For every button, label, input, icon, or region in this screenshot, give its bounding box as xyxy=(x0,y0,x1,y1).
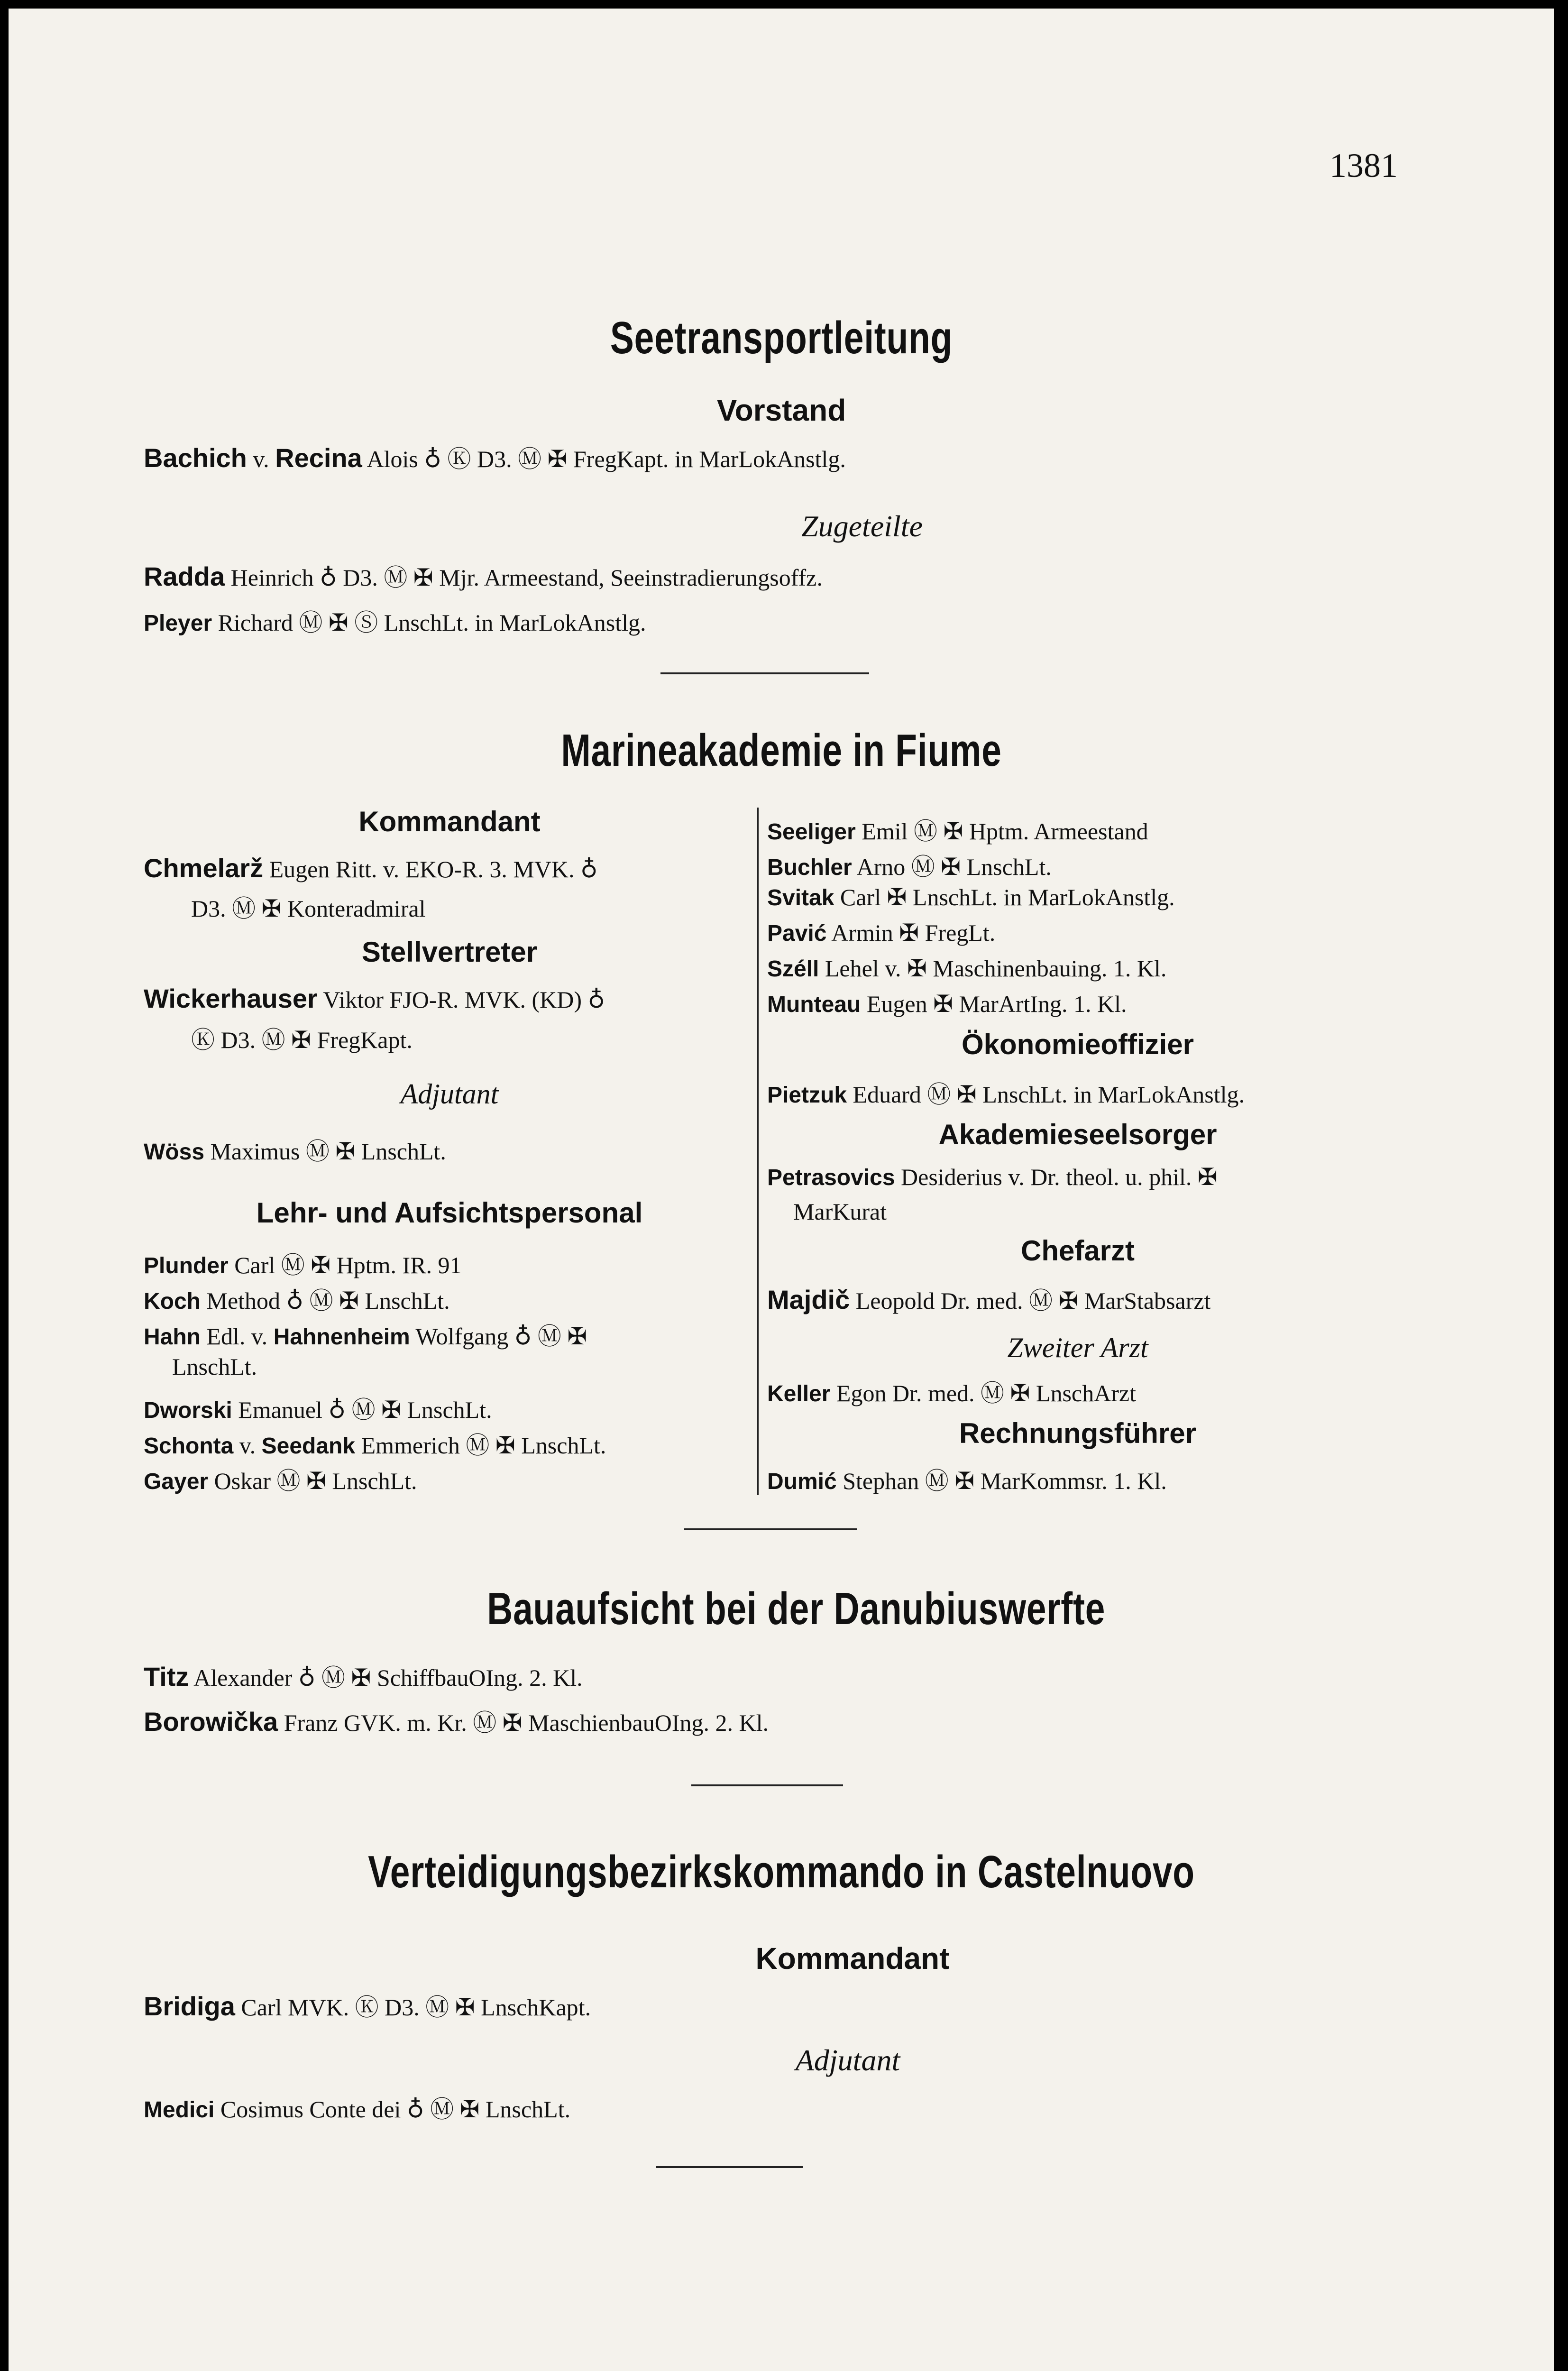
section-divider xyxy=(691,1784,843,1786)
entry-koch: Koch Method ♁ Ⓜ ✠ LnschLt. xyxy=(144,1287,450,1314)
heading-adjutant-castelnuovo: Adjutant xyxy=(795,2043,900,2077)
entry-petrasovics: Petrasovics Desiderius v. Dr. theol. u. phil. ✠ xyxy=(767,1164,1218,1190)
section-title-bauaufsicht: Bauaufsicht bei der Danubiuswerfte xyxy=(487,1583,1106,1634)
entry-wickerhauser: Wickerhauser Viktor FJO-R. MVK. (KD) ♁ xyxy=(144,983,605,1013)
entry-bachich: Bachich v. Recina Alois ♁ Ⓚ D3. Ⓜ ✠ FregKapt. in MarLokAnstlg. xyxy=(144,443,846,473)
heading-kommandant: Kommandant xyxy=(358,806,541,837)
entry-dumic: Dumić Stephan Ⓜ ✠ MarKommsr. 1. Kl. xyxy=(767,1468,1167,1494)
entry-borowicka: Borowička Franz GVK. m. Kr. Ⓜ ✠ MaschienbauOIng. 2. Kl. xyxy=(144,1707,769,1737)
heading-vorstand: Vorstand xyxy=(716,393,846,427)
entry-wickerhauser-cont: Ⓚ D3. Ⓜ ✠ FregKapt. xyxy=(191,1027,413,1053)
entry-woess: Wöss Maximus Ⓜ ✠ LnschLt. xyxy=(144,1138,446,1165)
entry-plunder: Plunder Carl Ⓜ ✠ Hptm. IR. 91 xyxy=(144,1252,462,1278)
entry-chmelarz-cont: D3. Ⓜ ✠ Konteradmiral xyxy=(191,895,426,922)
heading-zweiter-arzt: Zweiter Arzt xyxy=(1007,1332,1148,1363)
entry-titz: Titz Alexander ♁ Ⓜ ✠ SchiffbauOIng. 2. Kl. xyxy=(144,1662,583,1691)
heading-kommandant-castelnuovo: Kommandant xyxy=(755,1941,950,1976)
entry-pavic: Pavić Armin ✠ FregLt. xyxy=(767,919,996,946)
section-title-seetransport: Seetransportleitung xyxy=(610,312,953,363)
entry-hahn-cont: LnschLt. xyxy=(172,1353,257,1380)
entry-medici: Medici Cosimus Conte dei ♁ Ⓜ ✠ LnschLt. xyxy=(144,2096,571,2123)
entry-svitak: Svitak Carl ✠ LnschLt. in MarLokAnstlg. xyxy=(767,884,1175,910)
entry-dworski: Dworski Emanuel ♁ Ⓜ ✠ LnschLt. xyxy=(144,1397,492,1423)
section-title-marineakademie: Marineakademie in Fiume xyxy=(561,725,1002,776)
entry-szell: Széll Lehel v. ✠ Maschinenbauing. 1. Kl. xyxy=(767,955,1167,982)
section-title-castelnuovo: Verteidigungsbezirkskommando in Castelnuovo xyxy=(368,1847,1195,1897)
entry-radda: Radda Heinrich ♁ D3. Ⓜ ✠ Mjr. Armeestand, Seeinstradierungsoffz. xyxy=(144,561,823,591)
heading-seelsorger: Akademieseelsorger xyxy=(938,1119,1217,1150)
heading-chefarzt: Chefarzt xyxy=(1020,1235,1135,1267)
entry-petrasovics-cont: MarKurat xyxy=(793,1198,887,1225)
entry-pietzuk: Pietzuk Eduard Ⓜ ✠ LnschLt. in MarLokAnstlg. xyxy=(767,1081,1245,1108)
entry-majdic: Majdič Leopold Dr. med. Ⓜ ✠ MarStabsarzt xyxy=(767,1285,1211,1314)
heading-lehr: Lehr- und Aufsichtspersonal xyxy=(256,1197,643,1229)
heading-stellvertreter: Stellvertreter xyxy=(361,936,538,968)
column-divider xyxy=(757,808,759,1495)
entry-buchler: Buchler Arno Ⓜ ✠ LnschLt. xyxy=(767,854,1052,880)
heading-oekonomie: Ökonomieoffizier xyxy=(961,1029,1194,1060)
entry-keller: Keller Egon Dr. med. Ⓜ ✠ LnschArzt xyxy=(767,1380,1136,1406)
entry-seeliger: Seeliger Emil Ⓜ ✠ Hptm. Armeestand xyxy=(767,818,1148,845)
section-divider xyxy=(684,1528,857,1530)
heading-adjutant: Adjutant xyxy=(400,1078,499,1110)
heading-zugeteilte: Zugeteilte xyxy=(801,509,923,543)
section-divider xyxy=(660,672,869,674)
document-page xyxy=(9,9,1554,2371)
entry-munteau: Munteau Eugen ✠ MarArtIng. 1. Kl. xyxy=(767,991,1127,1017)
page-number: 1381 xyxy=(1330,147,1398,184)
heading-rechnungsfuehrer: Rechnungsführer xyxy=(959,1417,1197,1449)
entry-hahn: Hahn Edl. v. Hahnenheim Wolfgang ♁ Ⓜ ✠ xyxy=(144,1323,587,1350)
entry-pleyer: Pleyer Richard Ⓜ ✠ Ⓢ LnschLt. in MarLokAnstlg. xyxy=(144,609,646,636)
entry-gayer: Gayer Oskar Ⓜ ✠ LnschLt. xyxy=(144,1468,417,1494)
entry-bridiga: Bridiga Carl MVK. Ⓚ D3. Ⓜ ✠ LnschKapt. xyxy=(144,1991,591,2021)
section-divider xyxy=(656,2166,803,2168)
entry-chmelarz: Chmelarž Eugen Ritt. v. EKO-R. 3. MVK. ♁ xyxy=(144,853,598,883)
entry-schonta: Schonta v. Seedank Emmerich Ⓜ ✠ LnschLt. xyxy=(144,1432,606,1459)
